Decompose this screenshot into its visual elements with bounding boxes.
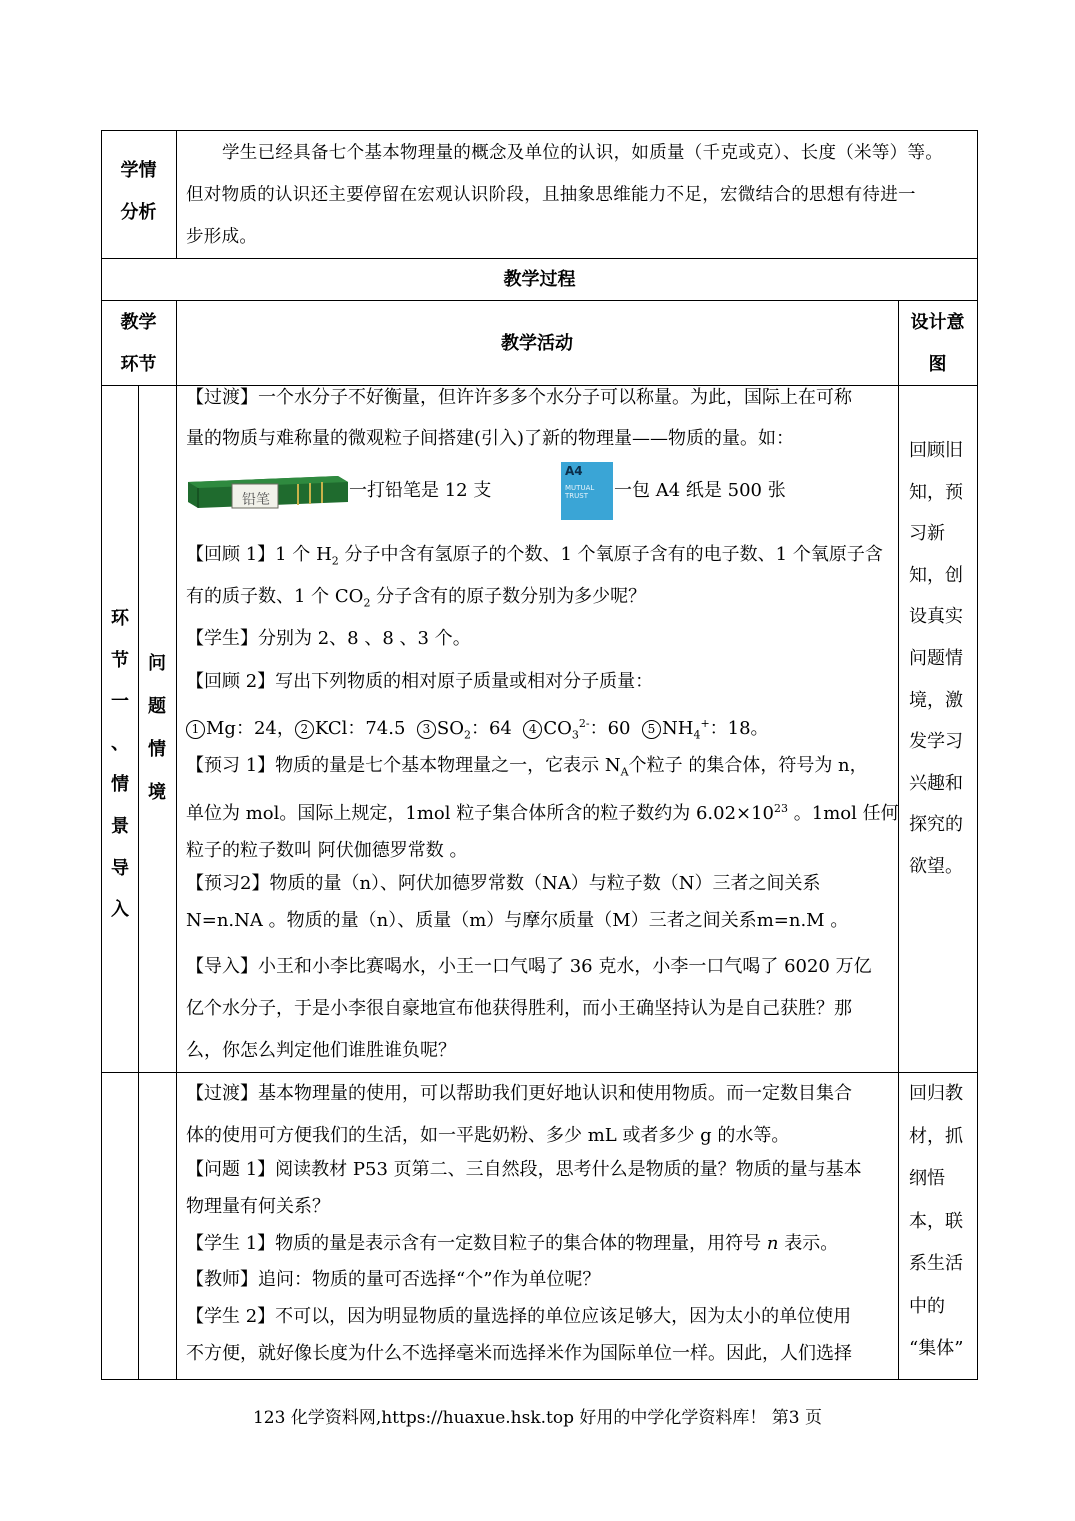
intro-line-2: 亿个水分子，于是小李很自豪地宣布他获得胜利，而小王确坚持认为是自己获胜？那 [186,998,852,1019]
paper-caption: 一包 A4 纸是 500 张 [614,480,786,501]
preview1-line-2: 单位为 mol。国际上规定，1mol 粒子集合体所含的粒子数约为 $6.02\times 10^{23}$ 。1mol 任何 [186,802,899,824]
a4-paper-image [561,462,613,520]
column-divider [176,300,177,1380]
a4-sublabel: MUTUAL TRUST [565,484,595,500]
s2-line-7: 【学生 2】不可以，因为明显物质的量选择的单位应该足够大，因为太小的单位使用 [186,1306,852,1327]
s2-line-8: 不方便，就好像长度为什么不选择毫米而选择米作为国际单位一样。因此，人们选择 [186,1343,852,1364]
table-border-top [101,130,978,131]
preview2-line-2: N=n.NA 。物质的量（n）、质量（m）与摩尔质量（M）三者之间关系m=n.M 。 [186,910,849,931]
review1-line-2: 有的质子数、1 个 $CO_2$ 分子含有的原子数分别为多少呢？ [186,586,647,610]
preview1-line-1: 【预习 1】物质的量是七个基本物理量之一，它表示 $N_A$个粒子 的集合体，符号为 n， [186,755,868,779]
intro-line-1: 【导入】小王和小李比赛喝水，小王一口气喝了 36 克水，小李一口气喝了 6020 万亿 [186,956,872,977]
header-intent: 设计意 图 [910,312,965,375]
pencil-image [188,472,348,510]
s2-line-5: 【学生 1】物质的量是表示含有一定数目粒子的集合体的物理量，用符号 n 表示。 [186,1233,839,1254]
circled-number-4: 4 [523,720,542,739]
preview1-line-3: 粒子的粒子数叫 阿伏伽德罗常数 。 [186,840,468,861]
analysis-text: 学生已经具备七个基本物理量的概念及单位的认识，如质量（千克或克）、长度（米等）等。 但对物质的认识还主要停留在宏观认识阶段，且抽象思维能力不足，宏微结合的思想有待进一 步形成。 [186,143,944,247]
circled-number-2: 2 [295,720,314,739]
column-divider [176,130,177,259]
design-intent-1: 回顾旧 知，预 习新 知，创 设真实 问题情 境，激 发学习 兴趣和 探究的 欲望。 [909,440,963,877]
s2-line-4: 物理量有何关系？ [186,1196,330,1217]
analysis-label: 学情 分析 [120,160,157,223]
review2-answers: 1 Mg：24， 2 KCl：74.5 3 $SO_2$：64 4 $CO_3^{2-}$：60 5 $NH_4^+$：18。 [186,703,769,757]
header-activity: 教学活动 [501,333,573,354]
review2-line: 【回顾 2】写出下列物质的相对原子质量或相对分子质量： [186,671,654,692]
table-border-right [977,130,978,1380]
pencil-caption: 一打铅笔是 12 支 [349,480,492,501]
circled-number-5: 5 [642,720,661,739]
process-title: 教学过程 [503,269,576,290]
s2-line-2: 体的使用可方便我们的生活，如一平匙奶粉、多少 mL 或者多少 g 的水等。 [186,1125,790,1146]
s2-line-1: 【过渡】基本物理量的使用，可以帮助我们更好地认识和使用物质。而一定数目集合 [186,1083,852,1104]
transition-line-2: 量的物质与难称量的微观粒子间搭建(引入)了新的物理量——物质的量。如： [186,428,795,449]
transition-line-1: 【过渡】一个水分子不好衡量，但许许多多个水分子可以称量。为此，国际上在可称 [186,387,852,408]
review1-line-1: 【回顾 1】1 个 $H_2$ 分子中含有氢原子的个数、1 个氧原子含有的电子数、1 个氧原子含 [186,544,883,568]
a4-label: A4 [565,464,583,478]
circled-number-3: 3 [417,720,436,739]
s2-line-3: 【问题 1】阅读教材 P53 页第二、三自然段，思考什么是物质的量？物质的量与基本 [186,1159,862,1180]
table-border-bottom [101,1379,978,1380]
pencil-label: 铅笔 [242,492,270,508]
header-stage: 教学 环节 [120,312,157,375]
stage-one-label: 环 节 一 、 情 景 导 入 [111,608,129,921]
page-footer: 123 化学资料网,https://huaxue.hsk.top 好用的中学化学资料库！ 第3 页 [252,1408,823,1428]
preview2-line-1: 【预习2】物质的量（n）、阿伏加德罗常数（NA）与粒子数（N）三者之间关系 [186,873,821,894]
design-intent-2: 回归教 材，抓 纲悟 本，联 系生活 中的 “集体” [909,1083,964,1359]
s2-line-6: 【教师】追问：物质的量可否选择“个”作为单位呢？ [186,1269,601,1290]
intro-line-3: 么，你怎么判定他们谁胜谁负呢？ [186,1040,456,1061]
circled-number-1: 1 [186,720,205,739]
student-answer: 【学生】分别为 2、8 、8 、3 个。 [186,628,471,649]
sub-stage-label: 问 题 情 境 [148,653,166,803]
